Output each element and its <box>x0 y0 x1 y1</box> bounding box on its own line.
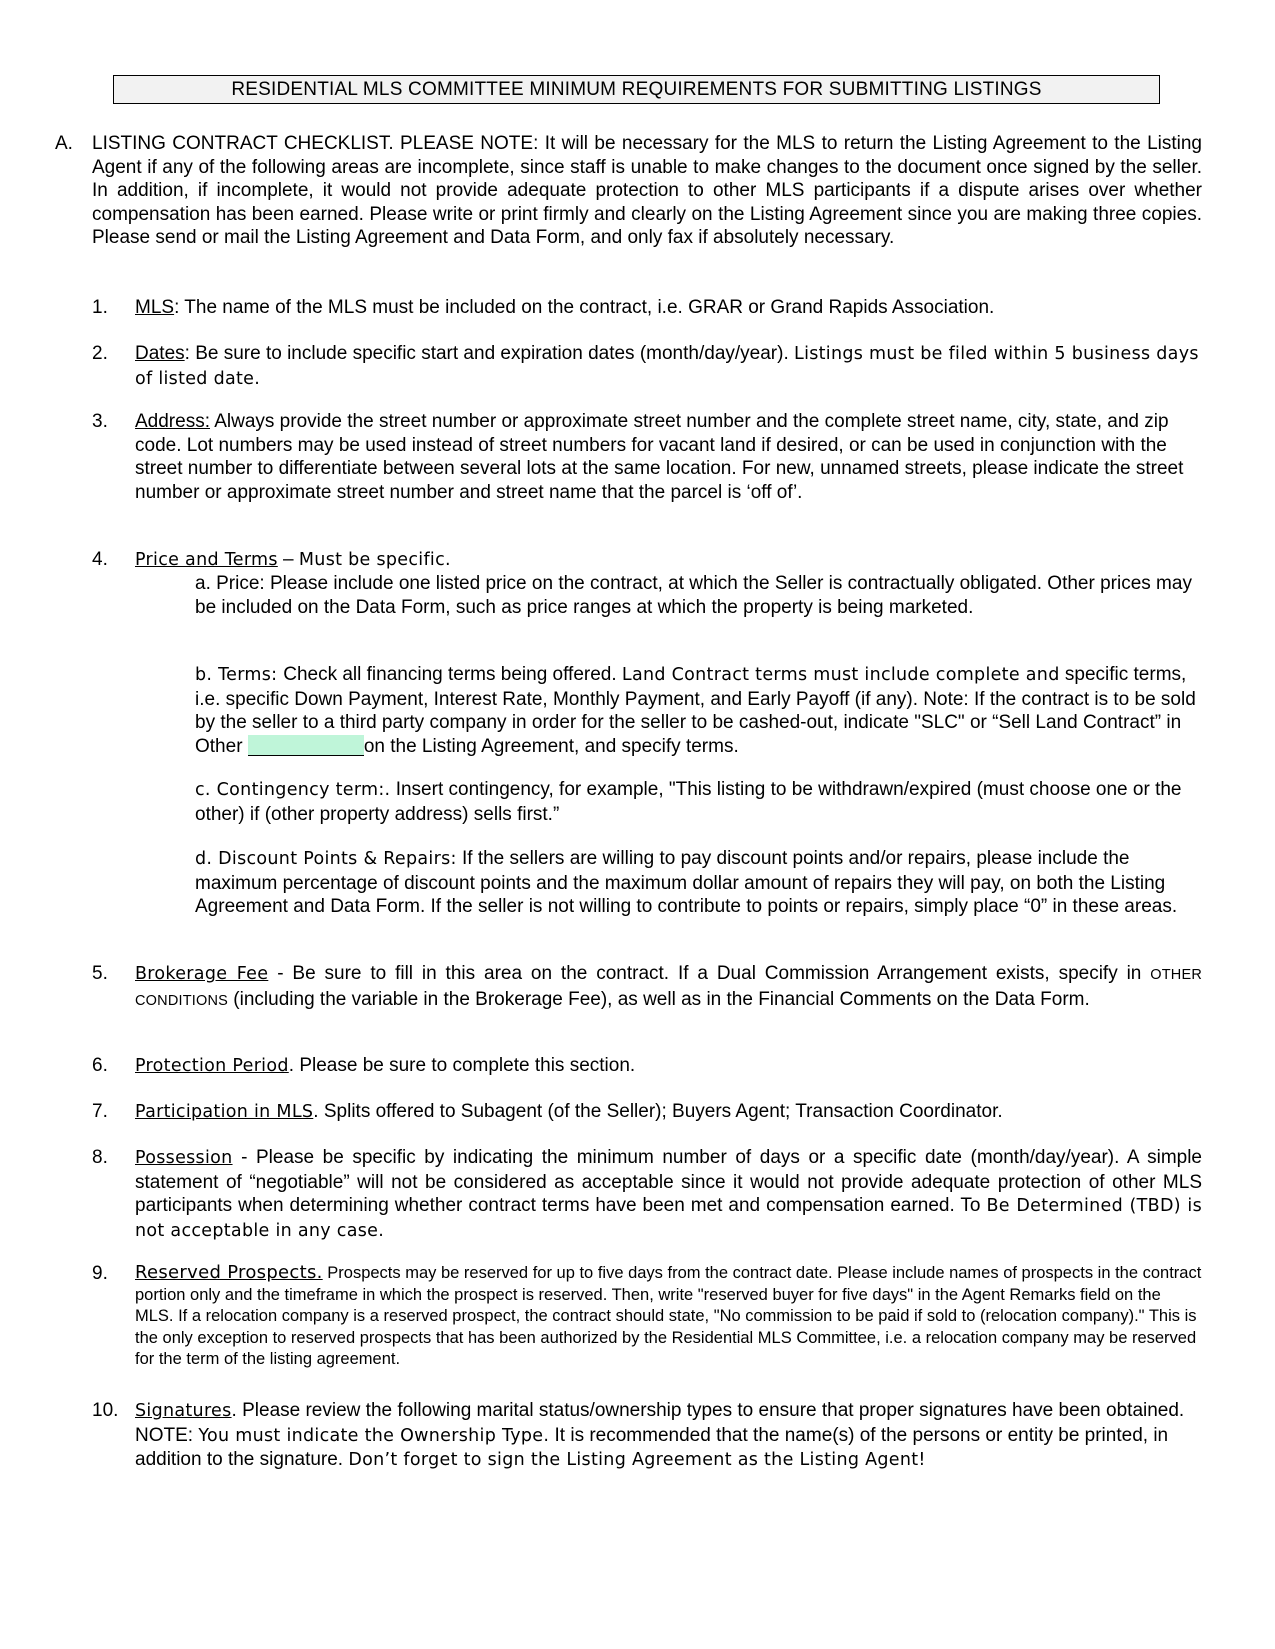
subitem-text: Insert contingency, for example, "This listing to be withdrawn/expired (must choose one or the other) if (other property address) sells first.” <box>195 779 1182 825</box>
section-letter: A. <box>55 133 73 154</box>
checklist-item-reserved-prospects <box>92 1262 1202 1371</box>
item-number: 8. <box>92 1147 108 1168</box>
item-heading: Signatures <box>135 1401 232 1421</box>
item-heading: MLS <box>135 297 175 318</box>
page-title: RESIDENTIAL MLS COMMITTEE MINIMUM REQUIREMENTS FOR SUBMITTING LISTINGS <box>113 75 1160 104</box>
item-text-emphasis: Listings must be filed within 5 business days of listed date. <box>135 344 1199 389</box>
item-text: . Please review the following marital status/ownership types to ensure that proper signatures have been obtained. NOTE: <box>135 1400 1185 1446</box>
section-intro: LISTING CONTRACT CHECKLIST. PLEASE NOTE: It will be necessary for the MLS to return the Listing Agreement to the Listing Agent if any of the following areas are incomplete, since staff is unable to make changes to the document once signed by the seller. In addition, if incomplete, it would not provide adequate protection to other MLS participants if a dispute arises over whether compensation has been earned. Please write or print firmly and clearly on the Listing Agreement since you are making three copies. Please send or mail the Listing Agreement and Data Form, and only fax if absolutely necessary. <box>92 133 1202 248</box>
item-text-smallcaps: OTHER CONDITIONS <box>135 967 1203 1009</box>
subitem-contingency <box>195 778 1202 826</box>
subitem-text: Check all financing terms being offered. <box>283 664 622 685</box>
item-text-continued: It is recommended that the name(s) of the persons or entity be printed, in addition to the signature. <box>135 1424 1169 1470</box>
subitem-terms <box>195 663 1202 758</box>
other-blank-field <box>248 735 364 756</box>
subitem-label: b. Terms: <box>195 665 284 685</box>
item-text-reminder: Don’t forget to sign the Listing Agreement as the Listing Agent! <box>348 1450 926 1470</box>
item-text: Prospects may be reserved for up to five days from the contract date. Please include names of prospects in the contract portion only and the timeframe in which the prospect is reserved. Then, write "reserved buyer for five days" in the Agent Remarks field on the MLS. If a relocation company is a reserved prospect, the contract should state, "No commission to be paid if sold to (relocation company)." This is the only exception to reserved prospects that has been authorized by the Residential MLS Committee, i.e. a relocation company may be reserved for the term of the listing agreement. <box>135 1264 1202 1368</box>
item-heading: Address: <box>135 411 210 432</box>
checklist-item-participation <box>92 1100 1202 1125</box>
item-number: 6. <box>92 1055 108 1076</box>
item-number: 10. <box>92 1400 119 1421</box>
item-text: - Please be specific by indicating the minimum number of days or a specific date (month/day/year). A simple statement of “negotiable” will not be considered as acceptable since it would not provide adequate protection of other MLS participants when determining whether contract terms have been met and compensation earned. To <box>135 1147 1202 1216</box>
item-heading: Price and Terms <box>135 550 278 570</box>
subitem-text-emphasis: Land Contract terms must include complete and <box>621 665 1060 685</box>
item-text-continued: (including the variable in the Brokerage Fee), as well as in the Financial Comments on the Data Form. <box>228 988 1090 1010</box>
item-heading: Participation in MLS <box>135 1102 314 1122</box>
item-number: 3. <box>92 411 108 432</box>
item-text: – <box>277 549 299 570</box>
item-text: Always provide the street number or approximate street number and the complete street name, city, state, and zip code. Lot numbers may be used instead of street numbers for vacant land if desired, or can be used in conjunction with the street number to differentiate between several lots at the same location. For new, unnamed streets, please indicate the street number or approximate street number and street name that the parcel is ‘off of’. <box>135 411 1184 503</box>
item-text-emphasis: You must indicate the Ownership Type. <box>198 1425 550 1446</box>
checklist-item-possession <box>92 1146 1202 1243</box>
checklist-item-address <box>92 410 1202 504</box>
checklist-item-mls <box>92 296 1202 320</box>
subitem-text-end: on the Listing Agreement, and specify terms. <box>363 735 739 757</box>
item-number: 4. <box>92 549 108 570</box>
subitem-discount-points <box>195 847 1202 919</box>
subitem-text-continued: specific terms, i.e. specific Down Payment, Interest Rate, Monthly Payment, and Early Payoff (if any). Note: If the contract is to be sold by the seller to a third party company in order for the seller to be cashed-out, indicate "SLC" or “Sell Land Contract” in Other <box>195 664 1196 757</box>
item-number: 9. <box>92 1263 108 1284</box>
checklist-item-brokerage-fee <box>92 962 1202 1013</box>
subitem-label: d. Discount Points & Repairs: <box>195 849 457 869</box>
subitem-price: a. Price: Please include one listed price on the contract, at which the Seller is contractually obligated. Other prices may be included on the Data Form, such as price ranges at which the property is being marketed. <box>195 573 1192 618</box>
item-number: 5. <box>92 963 108 984</box>
item-number: 1. <box>92 297 108 318</box>
item-heading: Brokerage Fee <box>135 964 269 984</box>
item-text: : Be sure to include specific start and expiration dates (month/day/year). <box>184 343 795 364</box>
item-number: 2. <box>92 343 108 364</box>
item-number: 7. <box>92 1101 108 1122</box>
item-heading: Reserved Prospects. <box>135 1262 323 1283</box>
item-text: - Be sure to fill in this area on the contract. If a Dual Commission Arrangement exists, specify in <box>268 963 1151 984</box>
item-heading: Protection Period <box>135 1056 289 1076</box>
item-text: . Please be sure to complete this section. <box>288 1055 636 1076</box>
checklist-item-dates <box>92 342 1202 391</box>
checklist-item-signatures <box>92 1399 1202 1473</box>
item-heading: Dates <box>135 343 185 364</box>
item-heading: Possession <box>135 1148 233 1168</box>
item-text-emphasis: Must be specific. <box>298 550 451 570</box>
item-text: . Splits offered to Subagent (of the Seller); Buyers Agent; Transaction Coordinator. <box>313 1101 1003 1122</box>
item-text-emphasis: Be Determined (TBD) is not acceptable in any case. <box>135 1196 1203 1241</box>
checklist-item-price-and-terms <box>92 548 1202 573</box>
checklist-item-protection-period <box>92 1054 1202 1079</box>
item-text: : The name of the MLS must be included on the contract, i.e. GRAR or Grand Rapids Association. <box>174 297 995 318</box>
subitem-text: If the sellers are willing to pay discount points and/or repairs, please include the maximum percentage of discount points and the maximum dollar amount of repairs they will pay, on both the Listing Agreement and Data Form. If the seller is not willing to contribute to points or repairs, simply place “0” in these areas. <box>195 848 1178 917</box>
subitem-label: c. Contingency term:. <box>195 780 391 800</box>
